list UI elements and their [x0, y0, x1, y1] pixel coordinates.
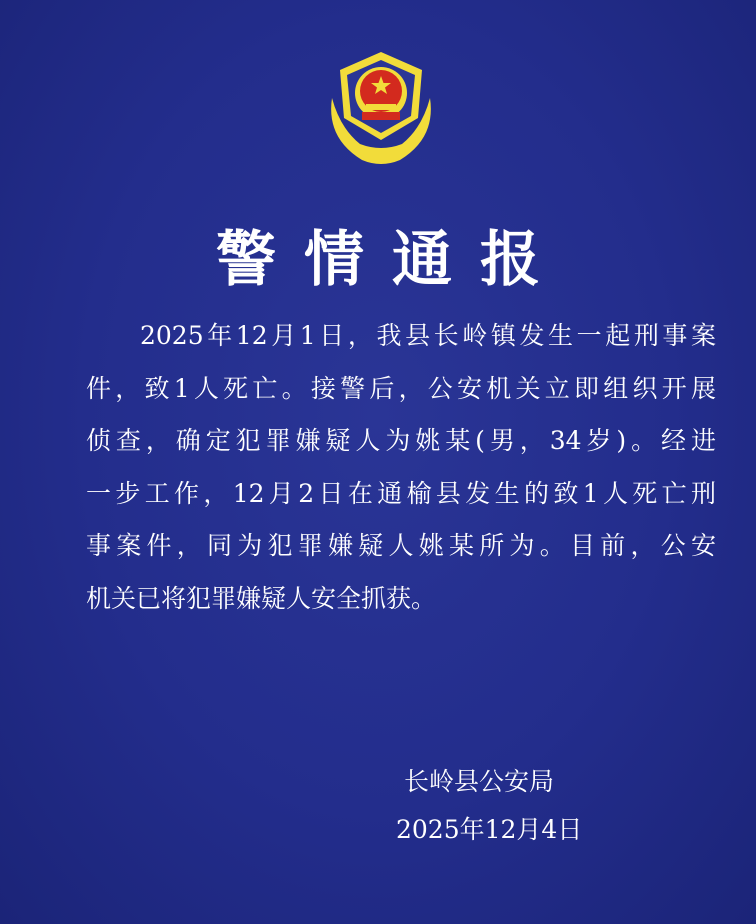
body-line: 事案件，同为犯罪嫌疑人姚某所为。目前，公安	[86, 531, 716, 560]
police-emblem-icon	[322, 48, 440, 172]
page-title: 警情通报	[216, 225, 568, 295]
body-line: 一步工作，12月2日在通榆县发生的致1人死亡刑	[86, 478, 716, 508]
body-line: 机关已将犯罪嫌疑人安全抓获。	[86, 583, 437, 613]
issue-date: 2025年12月4日	[396, 815, 583, 844]
issuer-signature: 长岭县公安局	[404, 767, 555, 796]
body-line: 2025年12月1日，我县长岭镇发生一起刑事案	[140, 321, 716, 350]
body-line: 侦查，确定犯罪嫌疑人为姚某(男，34岁)。经进	[86, 426, 716, 455]
body-line: 件，致1人死亡。接警后，公安机关立即组织开展	[86, 373, 716, 403]
notice-body	[86, 310, 716, 625]
